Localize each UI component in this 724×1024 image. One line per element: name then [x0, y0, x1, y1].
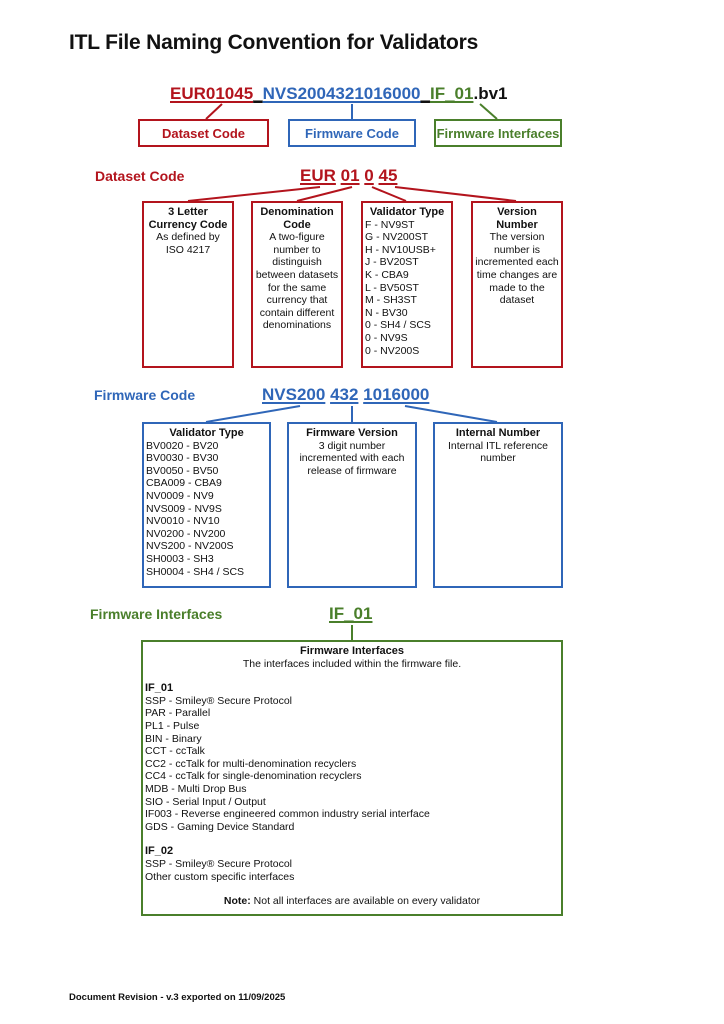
connector-01 — [297, 187, 352, 201]
dataset-code — [300, 166, 397, 186]
connector-45 — [395, 187, 516, 201]
connector-eur — [188, 187, 320, 201]
list-item: SSP - Smiley® Secure Protocol — [145, 694, 293, 707]
list-item: GDS - Gaming Device Standard — [145, 820, 295, 833]
filename-separator: _ — [253, 84, 263, 103]
list-item: IF003 - Reverse engineered common industry serial interface — [145, 808, 430, 821]
interface-group-name: IF_01 — [145, 682, 174, 695]
interface-group-name: IF_02 — [145, 845, 174, 858]
firmware-code-version: 432 — [330, 385, 359, 404]
document-revision-footer: Document Revision - v.3 exported on 11/09/2025 — [69, 992, 286, 1003]
list-item: CBA009 - CBA9 — [146, 477, 222, 490]
firmware-version-box — [287, 422, 417, 588]
list-item: BV0050 - BV50 — [146, 464, 219, 477]
dataset-code-denomination: 01 — [340, 166, 360, 185]
list-item: CC2 - ccTalk for multi-denomination recyclers — [145, 757, 357, 770]
list-item: Other custom specific interfaces — [145, 870, 295, 883]
interfaces-section-label: Firmware Interfaces — [90, 606, 223, 622]
example-filename — [170, 84, 508, 104]
interfaces-code-value: IF_01 — [329, 604, 373, 623]
internal-number-box — [433, 422, 563, 588]
list-item: SH0004 - SH4 / SCS — [146, 565, 245, 578]
connector-interfaces — [480, 104, 497, 119]
box-heading: Version Number — [496, 206, 538, 231]
firmware-code-label-box: Firmware Code — [288, 119, 416, 147]
box-heading: Internal Number — [455, 427, 541, 439]
firmware-validator-type-box — [142, 422, 271, 588]
box-heading: Validator Type — [369, 206, 445, 218]
dataset-section-label: Dataset Code — [95, 168, 185, 184]
list-item: F - NV9ST — [365, 218, 415, 231]
list-item: M - SH3ST — [365, 294, 417, 307]
list-item: BV0030 - BV30 — [146, 452, 219, 465]
note-text: Not all interfaces are available on every validator — [250, 895, 481, 908]
validator-type-box — [361, 201, 453, 368]
firmware-code — [262, 385, 429, 405]
dataset-code-currency: EUR — [300, 166, 336, 185]
list-item: BV0020 - BV20 — [146, 439, 219, 452]
list-item: PAR - Parallel — [145, 707, 211, 720]
list-item: H - NV10USB+ — [365, 243, 436, 256]
list-item: CCT - ccTalk — [145, 745, 205, 758]
connector-nvs200 — [206, 406, 300, 422]
box-heading: Validator Type — [169, 427, 244, 439]
list-item: L - BV50ST — [365, 281, 419, 294]
list-item: SSP - Smiley® Secure Protocol — [145, 857, 293, 870]
box-body: As defined by ISO 4217 — [156, 231, 220, 256]
firmware-code-validator: NVS200 — [262, 385, 326, 404]
list-item: NV0010 - NV10 — [146, 515, 220, 528]
currency-code-box — [142, 201, 234, 368]
list-item: 0 - NV200S — [365, 344, 420, 357]
box-body: The version number is incremented each time changes are made to the dataset — [475, 231, 559, 307]
list-item: G - NV200ST — [365, 231, 429, 244]
connector-1016000 — [405, 406, 497, 422]
list-item: CC4 - ccTalk for single-denomination recyclers — [145, 770, 362, 783]
page-title: ITL File Naming Convention for Validators — [69, 31, 479, 54]
list-item: MDB - Multi Drop Bus — [145, 782, 247, 795]
box-subheading: The interfaces included within the firmware file. — [242, 657, 462, 670]
list-item: 0 - NV9S — [365, 331, 408, 344]
list-item: K - CBA9 — [365, 268, 409, 281]
version-number-box — [471, 201, 563, 368]
box-heading: Firmware Interfaces — [300, 645, 404, 657]
denomination-code-box — [251, 201, 343, 368]
list-item: J - BV20ST — [365, 256, 419, 269]
list-item: NV0009 - NV9 — [146, 489, 214, 502]
note-label: Note: — [223, 895, 251, 908]
box-body: Internal ITL reference number — [448, 439, 548, 465]
interfaces-code — [329, 604, 372, 624]
firmware-interfaces-label-box: Firmware Interfaces — [434, 119, 562, 147]
dataset-code-version: 45 — [378, 166, 398, 185]
list-item: NVS200 - NV200S — [146, 540, 234, 553]
connector-dataset — [206, 104, 222, 119]
filename-interfaces-part: IF_01 — [429, 84, 474, 103]
filename-separator: _ — [420, 84, 430, 103]
box-body: 3 digit number incremented with each release of firmware — [299, 439, 405, 477]
box-heading: Firmware Version — [306, 427, 398, 439]
box-body: A two-figure number to distinguish between datasets for the same currency that contain different denominations — [255, 231, 339, 332]
filename-firmware-part: NVS2004321016000 — [262, 84, 421, 103]
list-item: 0 - SH4 / SCS — [365, 319, 431, 332]
dataset-code-label-box: Dataset Code — [138, 119, 269, 147]
firmware-section-label: Firmware Code — [94, 387, 196, 403]
list-item: N - BV30 — [365, 306, 408, 319]
list-item: SH0003 - SH3 — [146, 552, 214, 565]
dataset-code-validator: 0 — [364, 166, 374, 185]
box-heading: Denomination Code — [260, 206, 334, 231]
box-heading: 3 Letter Currency Code — [148, 206, 228, 231]
filename-extension: .bv1 — [473, 84, 508, 103]
firmware-interfaces-box — [141, 640, 563, 916]
connector-0 — [372, 187, 406, 201]
list-item: NV0200 - NV200 — [146, 527, 226, 540]
list-item: PL1 - Pulse — [145, 719, 200, 732]
interfaces-note — [145, 895, 559, 908]
list-item: BIN - Binary — [145, 732, 202, 745]
list-item: NVS009 - NV9S — [146, 502, 222, 515]
firmware-code-internal: 1016000 — [363, 385, 430, 404]
filename-dataset-part: EUR01045 — [170, 84, 254, 103]
list-item: SIO - Serial Input / Output — [145, 795, 266, 808]
